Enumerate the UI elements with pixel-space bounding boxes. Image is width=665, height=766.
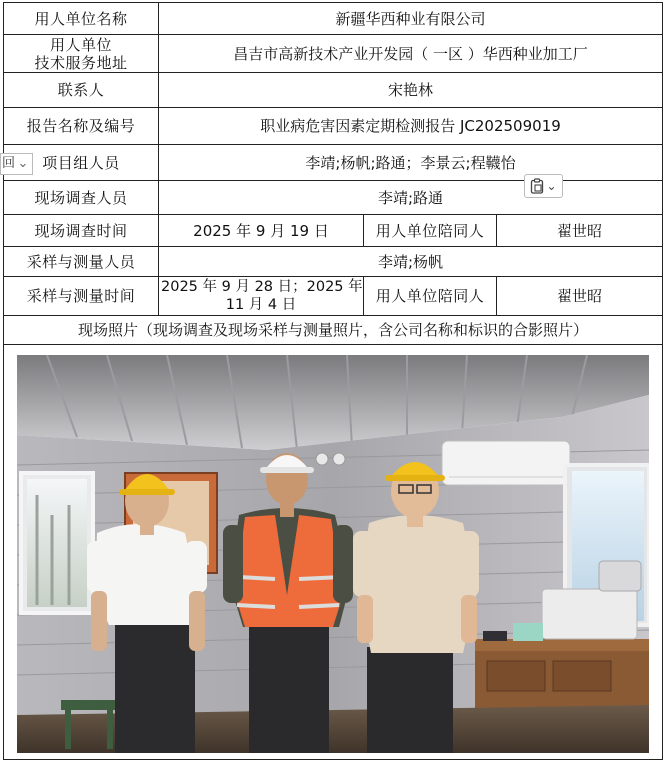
clipboard-icon [530,178,544,194]
contact-label: 联系人 [4,73,159,108]
company-name-label: 用人单位名称 [4,3,159,35]
site-photo [17,355,649,753]
report-name-label: 报告名称及编号 [4,108,159,145]
survey-time-label: 现场调查时间 [4,215,159,247]
survey-staff-value: 李靖;路通 [159,181,663,215]
clipboard-paste-button[interactable] [524,174,563,198]
contact-value: 宋艳林 [159,73,663,108]
service-address-value: 昌吉市高新技术产业开发园（ 一区 ）华西种业加工厂 [159,35,663,73]
sampling-staff-value: 李靖;杨帆 [159,247,663,277]
project-team-label: 项目组人员 [4,145,159,181]
sampling-time-line1: 2025 年 9 月 28 日；2025 年 [161,279,363,295]
chevron-down-icon[interactable]: ⌄ [546,179,557,193]
report-name-value: 职业病危害因素定期检测报告 JC202509019 [159,108,663,145]
sampling-escort-label: 用人单位陪同人 [364,277,497,316]
survey-time-value: 2025 年 9 月 19 日 [159,215,364,247]
survey-staff-label: 现场调查人员 [4,181,159,215]
project-team-value: 李靖;杨帆;路通；李景云;程韈怡 [159,145,663,181]
sampling-time-line2: 11 月 4 日 [225,297,297,313]
sampling-escort-value: 翟世昭 [497,277,663,316]
survey-escort-label: 用人单位陪同人 [364,215,497,247]
photo-caption: 现场照片（现场调查及现场采样与测量照片，含公司名称和标识的合影照片） [4,316,663,345]
report-info-table [3,2,663,760]
sampling-time-label: 采样与测量时间 [4,277,159,316]
service-address-label-line2: 技术服务地址 [34,53,128,72]
company-name-value: 新疆华西种业有限公司 [159,3,663,35]
sampling-staff-label: 采样与测量人员 [4,247,159,277]
survey-escort-value: 翟世昭 [497,215,663,247]
return-glyph[interactable]: 回 [1,156,15,171]
sampling-time-value [159,277,364,316]
service-address-label [4,35,159,73]
service-address-label-line1: 用人单位 [49,35,112,54]
floating-toolbar-left[interactable] [0,153,33,175]
site-photo-image [17,355,649,753]
site-photo-cell [4,345,663,760]
chevron-down-icon[interactable]: ⌄ [17,156,29,171]
